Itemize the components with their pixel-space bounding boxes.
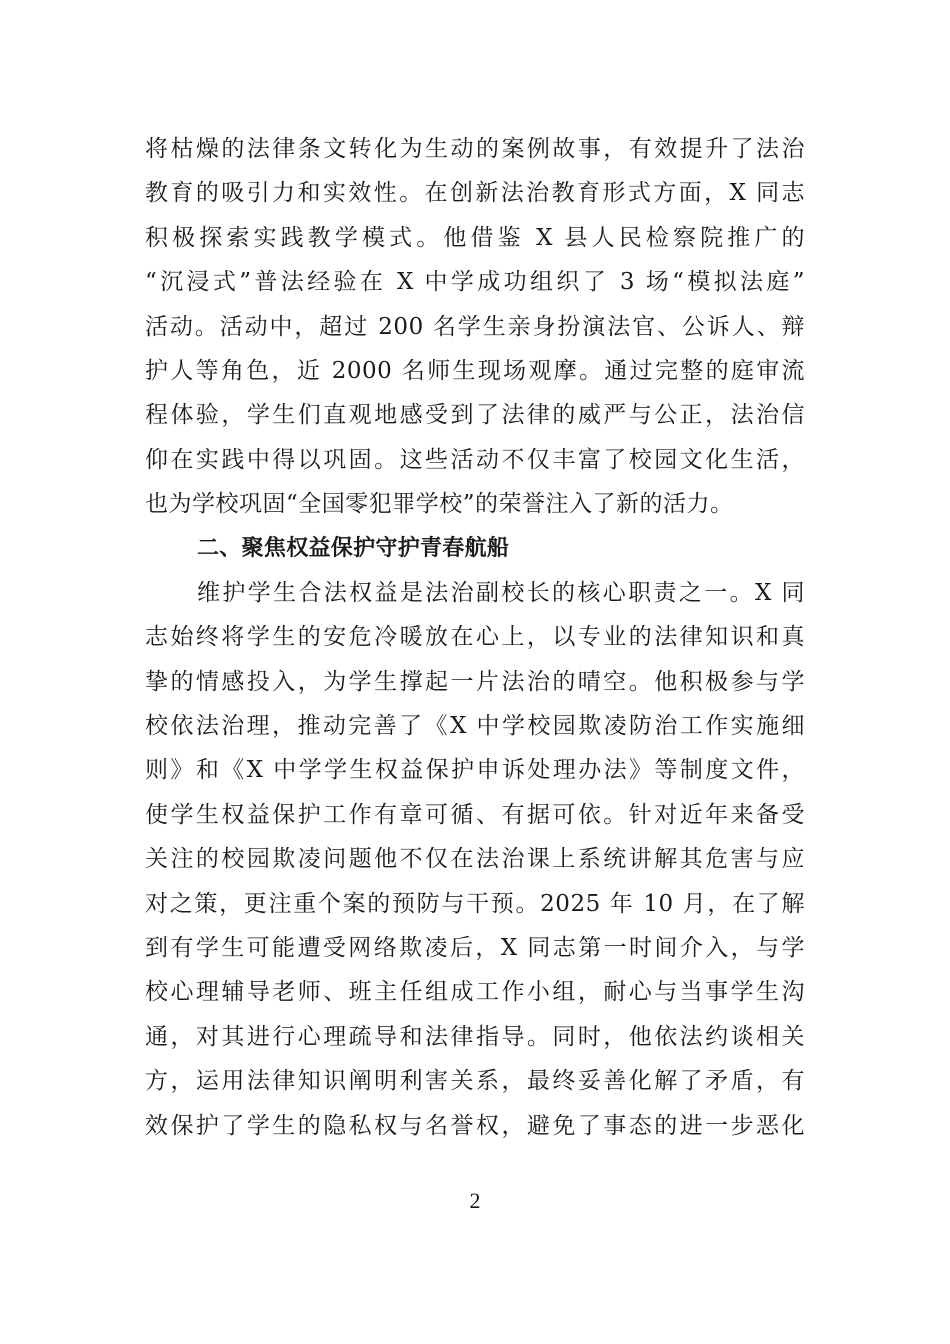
paragraph-line: 关注的校园欺凌问题他不仅在法治课上系统讲解其危害与应	[145, 846, 805, 873]
paragraph-line: 护人等角色，近 2000 名师生现场观摩。通过完整的庭审流	[145, 357, 805, 384]
paragraph-line: 教育的吸引力和实效性。在创新法治教育形式方面，X 同志	[145, 180, 805, 207]
paragraph-line: 维护学生合法权益是法治副校长的核心职责之一。X 同	[197, 579, 805, 606]
page-number: 2	[469, 1188, 481, 1213]
paragraph-line: 对之策，更注重个案的预防与干预。2025 年 10 月，在了解	[145, 890, 805, 917]
paragraph-line: 通，对其进行心理疏导和法律指导。同时，他依法约谈相关	[145, 1023, 805, 1050]
paragraph-line: 效保护了学生的隐私权与名誉权，避免了事态的进一步恶化	[145, 1112, 805, 1139]
body-text	[145, 127, 805, 1148]
paragraph-line: 积极探索实践教学模式。他借鉴 X 县人民检察院推广的	[145, 224, 805, 251]
paragraph-line: “沉浸式”普法经验在 X 中学成功组织了 3 场“模拟法庭”	[145, 269, 805, 296]
paragraph-line: 挚的情感投入，为学生撑起一片法治的晴空。他积极参与学	[145, 668, 805, 695]
paragraph-line: 程体验，学生们直观地感受到了法律的威严与公正，法治信	[145, 402, 805, 429]
paragraph-line: 到有学生可能遭受网络欺凌后，X 同志第一时间介入，与学	[145, 935, 805, 962]
paragraph-line: 则》和《X 中学学生权益保护申诉处理办法》等制度文件，	[145, 757, 805, 784]
section-heading: 二、聚焦权益保护守护青春航船	[197, 535, 510, 561]
paragraph-line: 仰在实践中得以巩固。这些活动不仅丰富了校园文化生活，	[145, 446, 805, 473]
paragraph-line: 校心理辅导老师、班主任组成工作小组，耐心与当事学生沟	[145, 979, 805, 1006]
paragraph-line: 校依法治理，推动完善了《X 中学校园欺凌防治工作实施细	[145, 713, 805, 740]
paragraph-line: 将枯燥的法律条文转化为生动的案例故事，有效提升了法治	[145, 136, 805, 162]
paragraph-line: 活动。活动中，超过 200 名学生亲身扮演法官、公诉人、辩	[145, 313, 805, 340]
paragraph-line: 志始终将学生的安危冷暖放在心上，以专业的法律知识和真	[145, 624, 805, 651]
paragraph-line: 使学生权益保护工作有章可循、有据可依。针对近年来备受	[145, 801, 805, 828]
paragraph-line: 方，运用法律知识阐明利害关系，最终妥善化解了矛盾，有	[145, 1068, 805, 1095]
paragraph-line: 也为学校巩固“全国零犯罪学校”的荣誉注入了新的活力。	[145, 491, 734, 518]
